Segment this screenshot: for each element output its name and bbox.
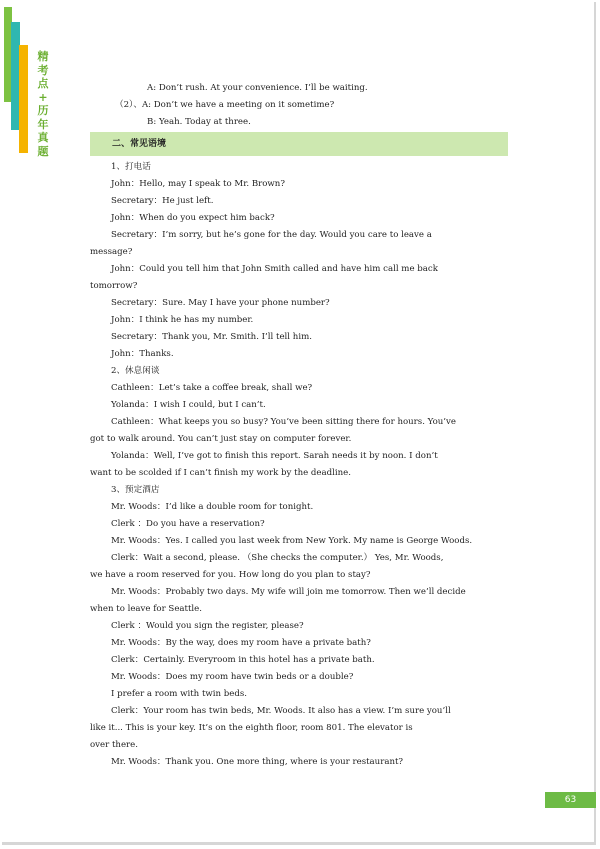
dialogue-line: over there.	[90, 740, 138, 750]
dialogue-line: got to walk around. You can’t just stay on computer forever.	[90, 434, 352, 444]
side-title-char: 历	[37, 104, 49, 117]
dialogue-line: when to leave for Seattle.	[90, 604, 202, 614]
side-title	[36, 50, 50, 158]
side-title-char: 点	[37, 77, 49, 90]
dialogue-line: want to be scolded if I can’t finish my work by the deadline.	[90, 468, 351, 478]
page-number: 63	[545, 792, 596, 808]
dialogue-line: we have a room reserved for you. How long do you plan to stay?	[90, 570, 371, 580]
dialogue-line: like it... This is your key. It’s on the eighth floor, room 801. The elevator is	[90, 723, 413, 733]
dialogue-line: Yolanda：Well, I’ve got to finish this report. Sarah needs it by noon. I don’t	[111, 451, 438, 461]
dialogue-line: Mr. Woods：Yes. I called you last week from New York. My name is George Woods.	[111, 536, 473, 546]
dialogue-line: Mr. Woods：Does my room have twin beds or a double?	[111, 672, 354, 682]
dialogue-line: A: Don’t rush. At your convenience. I’ll be waiting.	[147, 83, 368, 93]
side-title-char: 年	[37, 117, 49, 131]
yellow-accent-bar	[19, 45, 28, 153]
dialogue-line: Secretary：Sure. May I have your phone number?	[111, 298, 330, 308]
side-title-char: 真	[37, 131, 49, 144]
dialogue-line: message?	[90, 247, 133, 257]
dialogue-line: John：I think he has my number.	[111, 315, 254, 325]
subsection-title: 2、休息闲谈	[111, 366, 160, 376]
dialogue-line: Secretary：He just left.	[111, 196, 214, 206]
dialogue-line: Cathleen：Let’s take a coffee break, shall we?	[111, 383, 313, 393]
dialogue-line: Clerk：Wait a second, please. （She checks the computer.） Yes, Mr. Woods,	[111, 553, 444, 563]
dialogue-line: John：When do you expect him back?	[111, 213, 275, 223]
dialogue-line: Clerk：Certainly. Everyroom in this hotel has a private bath.	[111, 655, 375, 665]
side-title-char: 考	[37, 63, 49, 77]
side-title-char: 精	[37, 50, 49, 63]
subsection-title: 1、打电话	[111, 162, 151, 172]
dialogue-line: Secretary：Thank you, Mr. Smith. I’ll tell him.	[111, 332, 312, 342]
dialogue-line: （2）、A: Don’t we have a meeting on it sometime?	[115, 100, 335, 110]
dialogue-line: B: Yeah. Today at three.	[147, 117, 251, 127]
dialogue-line: John：Could you tell him that John Smith called and have him call me back	[111, 264, 438, 274]
main-content	[90, 80, 508, 771]
dialogue-line: John：Thanks.	[111, 349, 174, 359]
dialogue-line: tomorrow?	[90, 281, 138, 291]
subsection-title: 3、预定酒店	[111, 485, 160, 495]
side-title-char: +	[38, 90, 48, 104]
dialogue-line: Clerk ：Do you have a reservation?	[111, 519, 265, 529]
dialogue-line: Mr. Woods：By the way, does my room have a private bath?	[111, 638, 371, 648]
dialogue-line: John：Hello, may I speak to Mr. Brown?	[111, 179, 285, 189]
section-heading: 二、常见语境	[90, 132, 508, 156]
dialogue-line: Mr. Woods：I’d like a double room for tonight.	[111, 502, 314, 512]
side-title-char: 题	[37, 144, 49, 158]
dialogue-line: Secretary：I’m sorry, but he’s gone for the day. Would you care to leave a	[111, 230, 432, 240]
dialogue-line: Mr. Woods：Thank you. One more thing, where is your restaurant?	[111, 757, 404, 767]
dialogue-line: Cathleen：What keeps you so busy? You’ve been sitting there for hours. You’ve	[111, 417, 456, 427]
dialogue-line: Yolanda：I wish I could, but I can’t.	[111, 400, 266, 410]
dialogue-line: Clerk ：Would you sign the register, please?	[111, 621, 304, 631]
dialogue-line: Mr. Woods：Probably two days. My wife will join me tomorrow. Then we’ll decide	[111, 587, 466, 597]
dialogue-line: I prefer a room with twin beds.	[111, 689, 247, 699]
dialogue-line: Clerk：Your room has twin beds, Mr. Woods. It also has a view. I’m sure you’ll	[111, 706, 451, 716]
